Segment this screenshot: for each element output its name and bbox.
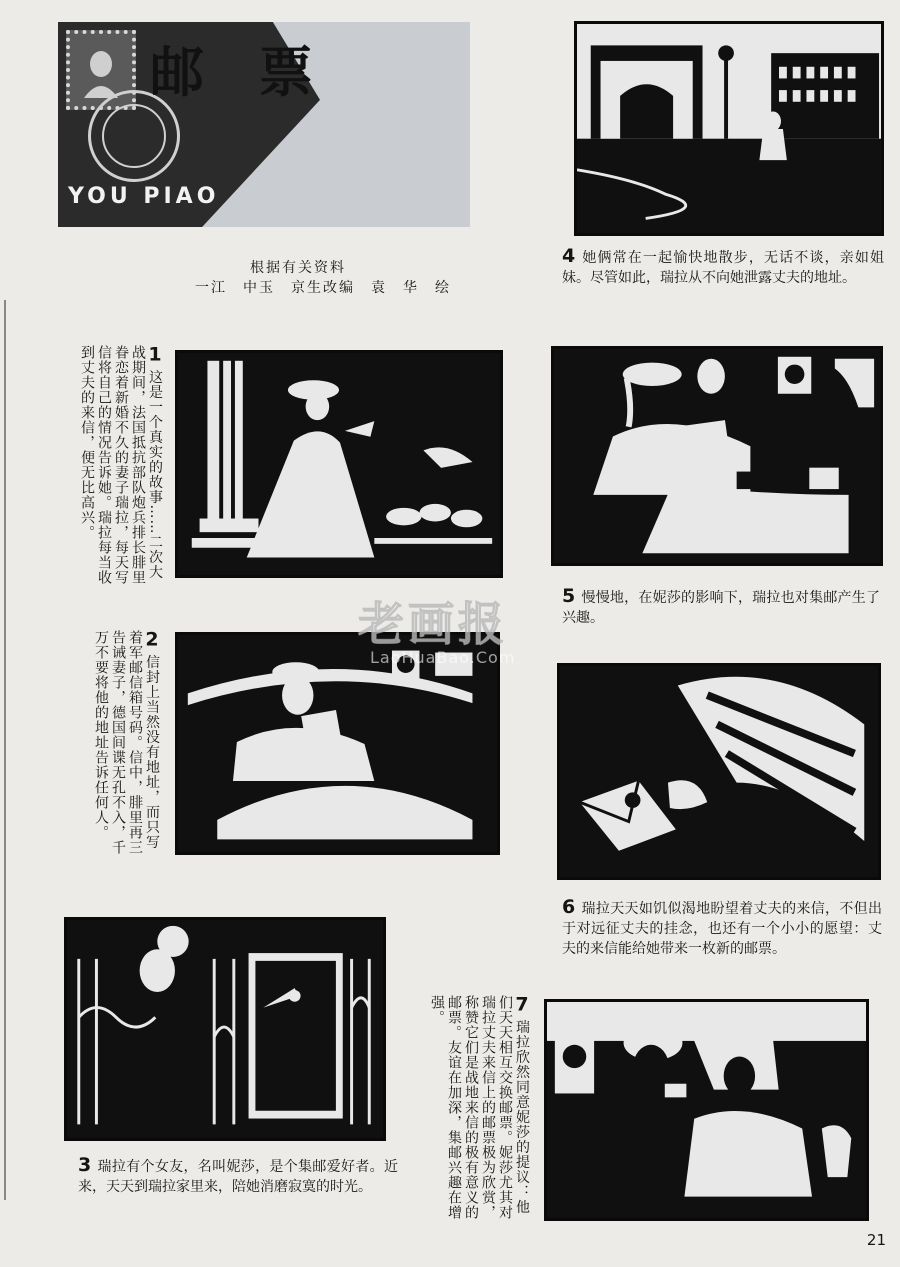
credits-source: 根据有关资料 — [250, 260, 346, 276]
caption-1-number: 1 — [148, 345, 162, 364]
caption-7-text: 瑞拉欣然同意妮莎的提议：他们天天相互交换邮票。妮莎尤其对瑞拉丈夫来信上的邮票极为欣赏，称赞它们是战地来信的极有意义的邮票。友谊在加深，集邮兴趣在增强。 — [429, 995, 530, 1220]
panel-6-envelope — [557, 663, 881, 880]
caption-6 — [562, 897, 882, 959]
caption-3-number: 3 — [78, 1154, 92, 1176]
panel-4-walking — [574, 21, 884, 236]
page-number: 21 — [866, 1231, 886, 1249]
caption-7 — [412, 995, 530, 1225]
postmark-inner-ring — [102, 104, 166, 168]
panel-7-two-women — [544, 999, 869, 1221]
caption-3 — [78, 1155, 398, 1197]
caption-6-number: 6 — [562, 896, 576, 918]
page-title-pinyin: YOU PIAO — [68, 184, 220, 209]
credits-authors: 一江 中玉 京生改编 袁 华 绘 — [195, 280, 451, 296]
caption-1 — [58, 345, 163, 585]
panel-3-door — [64, 917, 386, 1141]
caption-5-text: 慢慢地，在妮莎的影响下，瑞拉也对集邮产生了兴趣。 — [562, 590, 880, 626]
caption-1-text: 这是一个真实的故事……二次大战期间，法国抵抗部队炮兵排长腓里眷恋着新婚不久的妻子瑞拉，每天写信将自己的情况告诉她。瑞拉每当收到丈夫的来信，便无比高兴。 — [79, 345, 163, 585]
caption-4-text: 她俩常在一起愉快地散步，无话不谈，亲如姐妹。尽管如此，瑞拉从不向她泄露丈夫的地址。 — [562, 250, 884, 286]
panel-1-doves — [175, 350, 503, 578]
caption-5-number: 5 — [562, 585, 576, 607]
page-title: 邮 票 — [150, 41, 331, 104]
caption-7-number: 7 — [515, 995, 529, 1014]
caption-2-text: 信封上当然没有地址，而只写着军邮信箱号码。信中，腓里再三告诫妻子，德国间谍无孔不入，千万不要将他的地址告诉任何人。 — [93, 630, 160, 855]
caption-5 — [562, 586, 880, 628]
caption-2-number: 2 — [145, 630, 159, 649]
caption-4-number: 4 — [562, 245, 576, 267]
watermark-url: LaoHuaBao.Com — [370, 648, 516, 667]
watermark-logo: 老画报 — [358, 597, 508, 651]
caption-3-text: 瑞拉有个女友，名叫妮莎，是个集邮爱好者。近来，天天到瑞拉家里来，陪她消磨寂寞的时光。 — [78, 1159, 398, 1195]
caption-6-text: 瑞拉天天如饥似渴地盼望着丈夫的来信，不但出于对远征丈夫的挂念，也还有一个小小的愿望：丈夫的来信能给她带来一枚新的邮票。 — [562, 901, 882, 957]
page-edge-rule — [4, 300, 10, 1200]
caption-4 — [562, 246, 884, 288]
panel-5-stamp-album — [551, 346, 883, 566]
caption-2 — [62, 630, 160, 860]
